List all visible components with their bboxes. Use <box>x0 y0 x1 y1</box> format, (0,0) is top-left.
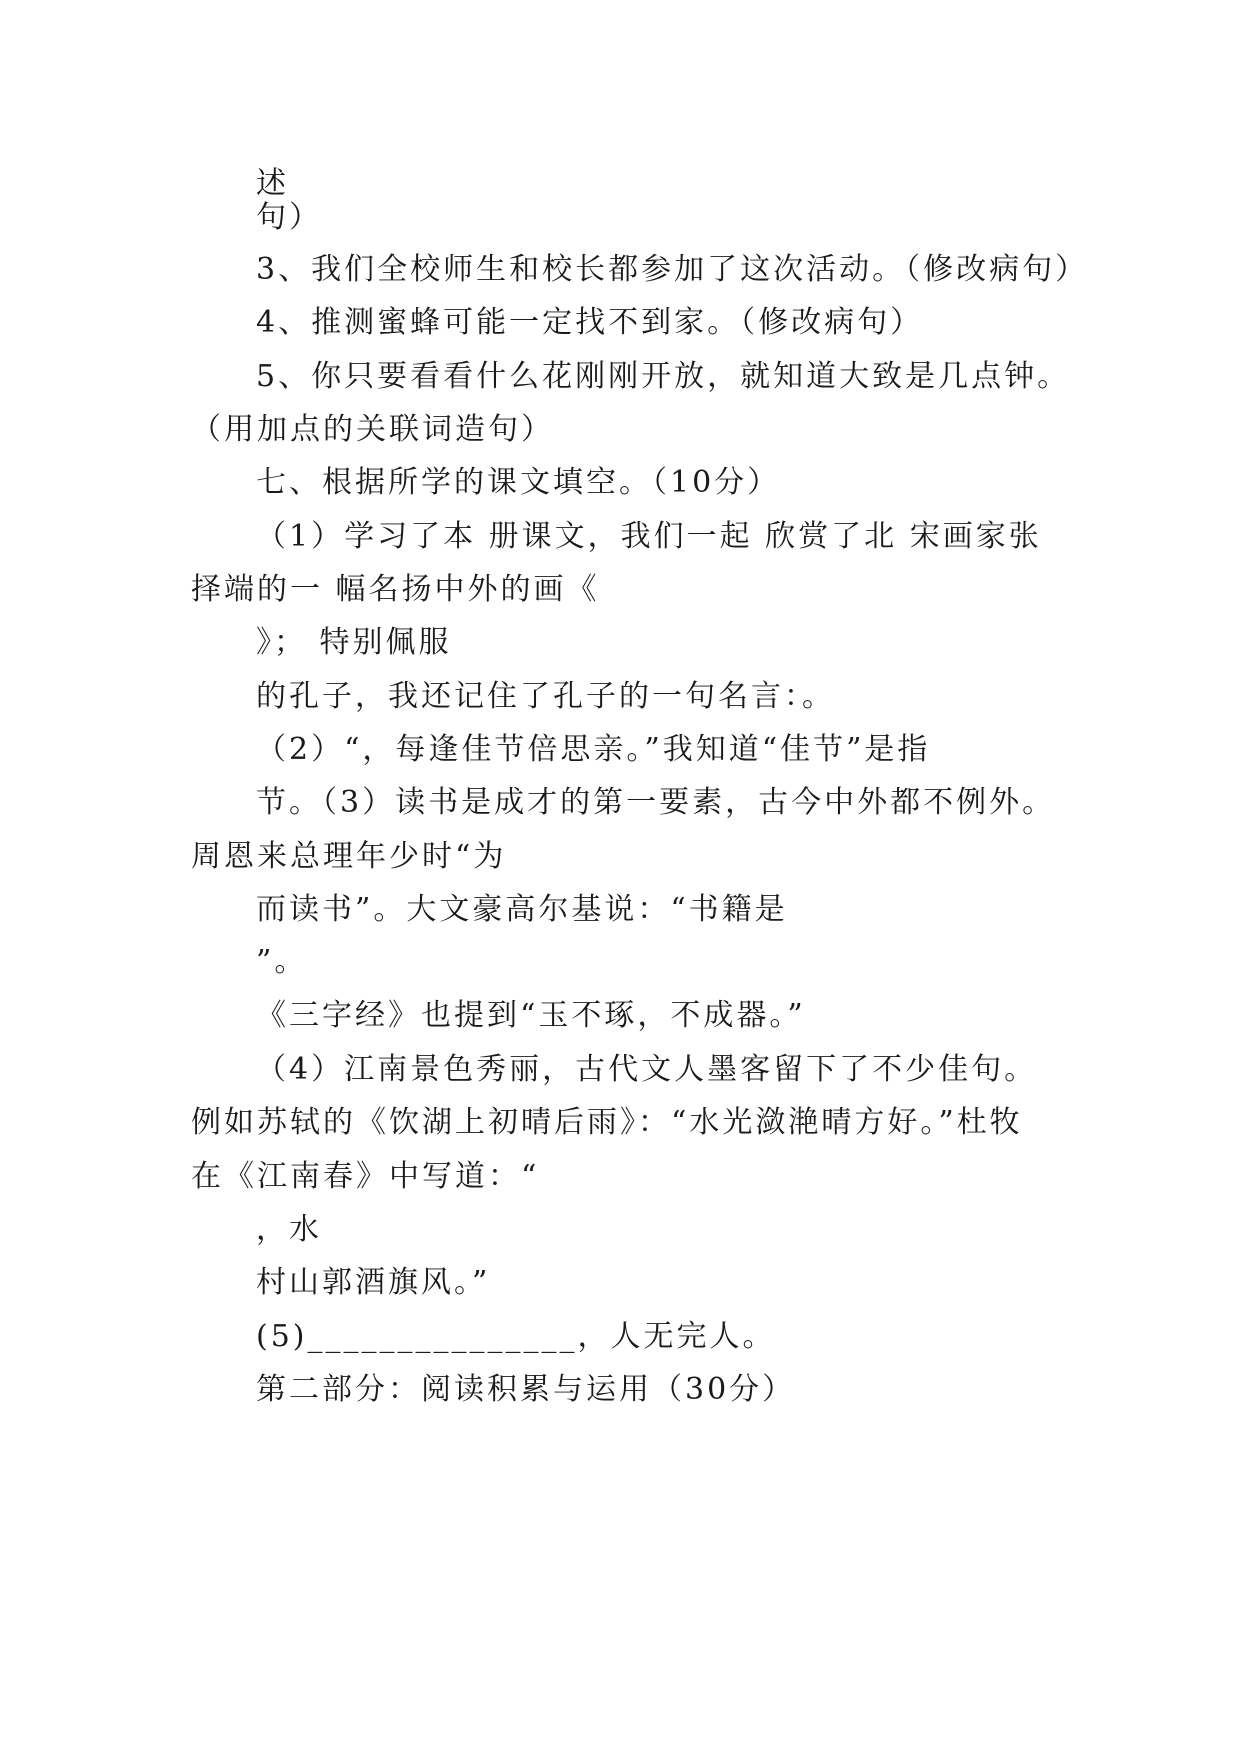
text-line: 择端的一 幅名扬中外的画《 <box>191 572 600 607</box>
text-line: （2）“，每逢佳节倍思亲。”我知道“佳节”是指 <box>256 732 931 767</box>
text-line: 3、我们全校师生和校长都参加了这次活动。（修改病句） <box>256 252 1089 287</box>
text-line: 5、你只要看看什么花刚刚开放，就知道大致是几点钟。 <box>256 359 1071 394</box>
text-line: 周恩来总理年少时“为 <box>191 839 507 874</box>
text-line: 》； 特别佩服 <box>256 625 452 660</box>
text-line: 4、推测蜜蜂可能一定找不到家。（修改病句） <box>256 305 924 340</box>
text-line: 《三字经》也提到“玉不琢，不成器。” <box>256 998 806 1033</box>
section-heading: 第二部分：阅读积累与运用（30分） <box>256 1372 796 1407</box>
text-line: 在《江南春》中写道：“ <box>191 1159 540 1194</box>
text-line: 例如苏轼的《饮湖上初晴后雨》：“水光潋滟晴方好。”杜牧 <box>191 1105 1023 1140</box>
section-heading: 七、根据所学的课文填空。（10分） <box>256 465 781 500</box>
text-line: （用加点的关联词造句） <box>191 412 554 447</box>
text-line: 的孔子，我还记住了孔子的一句名言：。 <box>256 679 835 714</box>
text-line: (5)_______________，人无完人。 <box>256 1319 776 1354</box>
text-line: 述 <box>256 166 289 201</box>
text-line: （4）江南景色秀丽，古代文人墨客留下了不少佳句。 <box>256 1052 1038 1087</box>
text-line: （1）学习了本 册课文，我们一起 欣赏了北 宋画家张 <box>256 519 1042 554</box>
text-line: 句） <box>256 200 322 235</box>
text-line: 节。（3）读书是成才的第一要素，古今中外都不例外。 <box>256 785 1056 820</box>
text-line: ”。 <box>256 944 308 979</box>
text-line: ，水 <box>256 1212 322 1247</box>
text-line: 村山郭酒旗风。” <box>256 1265 491 1300</box>
text-line: 而读书”。大文豪高尔基说：“书籍是 <box>256 892 788 927</box>
